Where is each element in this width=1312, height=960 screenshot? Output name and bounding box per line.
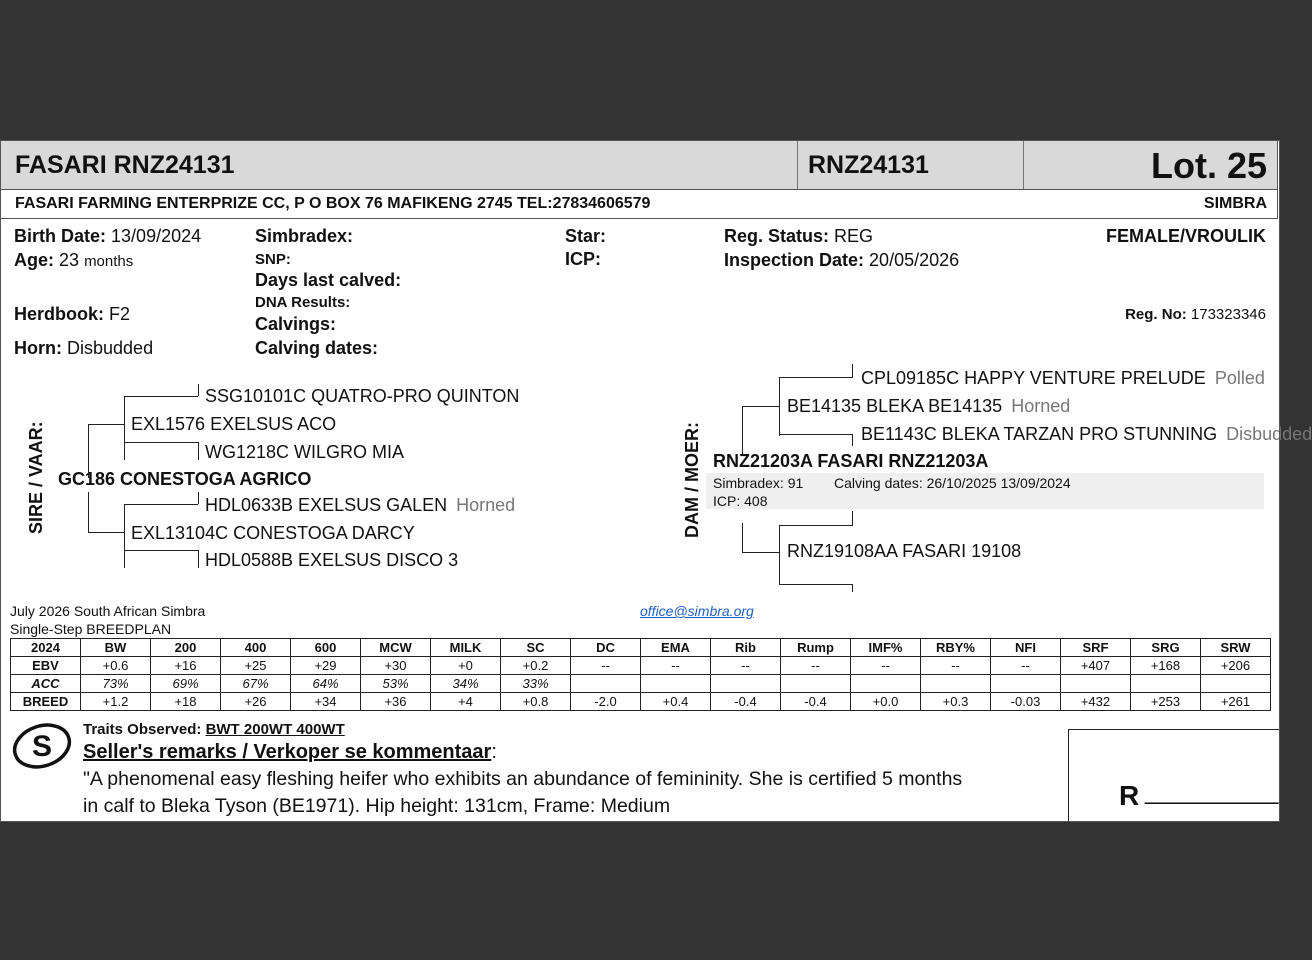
email-link[interactable]: office@simbra.org — [640, 603, 754, 619]
dam-dam: RNZ19108AA FASARI 19108 — [787, 541, 1022, 561]
ebv-column-header: DC — [571, 639, 641, 657]
dna-results-label: DNA Results: — [255, 294, 351, 311]
ebv-cell: +0.2 — [501, 657, 571, 675]
ebv-header-row — [11, 639, 1271, 657]
age-value: 23 — [59, 250, 80, 270]
age — [14, 250, 133, 271]
ebv-cell: -0.4 — [781, 693, 851, 711]
header-divider — [1023, 141, 1024, 189]
dam-sire-name: BE14135 BLEKA BE14135 — [787, 396, 1003, 416]
price-box — [1068, 729, 1280, 822]
tree-line — [124, 504, 125, 568]
ebv-cell: +0.6 — [81, 657, 151, 675]
tree-line — [88, 532, 124, 533]
simbra-logo-icon — [10, 720, 74, 772]
tree-line — [742, 523, 743, 553]
ebv-cell: -0.03 — [991, 693, 1061, 711]
tree-line — [779, 525, 853, 526]
breeder-row — [0, 190, 1278, 219]
tree-line — [124, 504, 198, 505]
ebv-row — [11, 693, 1271, 711]
ebv-cell: 33% — [501, 675, 571, 693]
breeder-address: FASARI FARMING ENTERPRIZE CC, P O BOX 76 MAFIKENG 2745 TEL:27834606579 — [15, 195, 651, 212]
dam-info-box — [706, 473, 1264, 509]
tree-line — [779, 377, 780, 436]
dam-sire-dam — [861, 424, 1312, 445]
remarks-line-1: "A phenomenal easy fleshing heifer who exhibits an abundance of femininity. She is certified 5 months — [83, 768, 963, 790]
ebv-column-header: Rib — [711, 639, 781, 657]
lot-card — [0, 140, 1312, 822]
ebv-cell: -- — [781, 657, 851, 675]
snp-label: SNP: — [255, 251, 291, 268]
ebv-cell — [571, 675, 641, 693]
ebv-cell — [1131, 675, 1201, 693]
ebv-cell: +206 — [1201, 657, 1271, 675]
ebv-cell — [641, 675, 711, 693]
tree-line — [124, 442, 198, 443]
logo-letter: S — [31, 730, 53, 763]
ebv-column-header: MILK — [431, 639, 501, 657]
dam-sire-dam-name: BE1143C BLEKA TARZAN PRO STUNNING — [861, 424, 1218, 444]
sex-label: FEMALE/VROULIK — [1106, 226, 1266, 246]
reg-status-value: REG — [834, 226, 874, 246]
horn-value: Disbudded — [67, 338, 154, 358]
ebv-cell: +168 — [1131, 657, 1201, 675]
ebv-cell — [851, 675, 921, 693]
ebv-cell: 69% — [151, 675, 221, 693]
ebv-cell: 67% — [221, 675, 291, 693]
ebv-row — [11, 657, 1271, 675]
simbradex-label: Simbradex: — [255, 226, 354, 246]
ebv-cell: +253 — [1131, 693, 1201, 711]
remarks-title: Seller's remarks / Verkoper se kommentaar — [83, 741, 492, 763]
ebv-cell: -- — [571, 657, 641, 675]
ebv-cell: +30 — [361, 657, 431, 675]
dam-side-label: DAM / MOER: — [682, 422, 702, 538]
ebv-cell: +0.8 — [501, 693, 571, 711]
remarks-colon: : — [491, 741, 497, 763]
tree-line — [779, 377, 853, 378]
sire-sire: EXL1576 EXELSUS ACO — [131, 414, 337, 434]
reg-no — [1125, 306, 1266, 323]
ebv-cell — [711, 675, 781, 693]
tree-line — [742, 406, 743, 454]
sire-dam-dam: HDL0588B EXELSUS DISCO 3 — [205, 550, 459, 570]
ebv-table — [10, 638, 1271, 711]
remarks-line-2: in calf to Bleka Tyson (BE1971). Hip height: 131cm, Frame: Medium — [83, 795, 671, 817]
ebv-cell: +1.2 — [81, 693, 151, 711]
horn — [14, 338, 153, 359]
ebv-column-header: SRF — [1061, 639, 1131, 657]
ebv-column-header: 400 — [221, 639, 291, 657]
ebv-column-header: RBY% — [921, 639, 991, 657]
birth-date — [14, 226, 201, 247]
sire-sire-dam: WG1218C WILGRO MIA — [205, 442, 405, 462]
reg-status — [724, 226, 873, 247]
ebv-cell — [991, 675, 1061, 693]
tree-line — [852, 511, 853, 525]
dam-simbradex: Simbradex: 91 — [713, 475, 804, 491]
ebv-cell: +0.0 — [851, 693, 921, 711]
lot-number: Lot. 25 — [1150, 145, 1267, 186]
lot-header — [0, 140, 1278, 190]
ebv-row — [11, 675, 1271, 693]
header-divider — [797, 141, 798, 189]
animal-name: FASARI RNZ24131 — [15, 151, 235, 179]
inspection-date — [724, 250, 959, 271]
tree-line — [198, 384, 199, 396]
dam-name: RNZ21203A FASARI RNZ21203A — [713, 451, 989, 471]
breedplan-line1: July 2026 South African Simbra — [10, 603, 206, 619]
ebv-column-header: SC — [501, 639, 571, 657]
inspection-date-value: 20/05/2026 — [869, 250, 960, 270]
herdbook-value: F2 — [109, 304, 131, 324]
tree-line — [852, 364, 853, 377]
ebv-row-label: EBV — [11, 657, 81, 675]
sire-name: GC186 CONESTOGA AGRICO — [58, 469, 312, 489]
ebv-cell: 73% — [81, 675, 151, 693]
inspection-date-label: Inspection Date: — [724, 250, 865, 270]
ebv-cell: +4 — [431, 693, 501, 711]
sire-sire-sire: SSG10101C QUATRO-PRO QUINTON — [205, 386, 520, 406]
calving-dates-label: Calving dates: — [255, 338, 379, 358]
tree-line — [198, 442, 199, 460]
ebv-cell: -2.0 — [571, 693, 641, 711]
tree-line — [742, 552, 780, 553]
ebv-cell: -- — [921, 657, 991, 675]
sire-dam-sire — [205, 495, 515, 516]
price-blank[interactable]: __________ — [1145, 778, 1279, 805]
tree-line — [124, 550, 198, 551]
ebv-column-header: BW — [81, 639, 151, 657]
ebv-column-header: SRW — [1201, 639, 1271, 657]
ebv-row-label: ACC — [11, 675, 81, 693]
ebv-cell: 53% — [361, 675, 431, 693]
ebv-column-header: Rump — [781, 639, 851, 657]
ebv-column-header: 200 — [151, 639, 221, 657]
age-label: Age: — [14, 250, 54, 270]
sire-dam-sire-name: HDL0633B EXELSUS GALEN — [205, 495, 448, 515]
ebv-cell — [1201, 675, 1271, 693]
dam-calving-dates: Calving dates: 26/10/2025 13/09/2024 — [834, 475, 1071, 491]
star-label: Star: — [565, 226, 607, 246]
ebv-column-header: MCW — [361, 639, 431, 657]
dam-sire-horn: Horned — [1011, 396, 1071, 416]
ebv-cell: +16 — [151, 657, 221, 675]
tree-line — [198, 550, 199, 568]
tree-line — [198, 492, 199, 504]
dam-sire-sire-name: CPL09185C HAPPY VENTURE PRELUDE — [861, 368, 1206, 388]
herdbook — [14, 304, 130, 325]
tree-line — [852, 584, 853, 592]
tree-line — [779, 434, 853, 435]
tree-line — [779, 584, 853, 585]
ebv-cell: +432 — [1061, 693, 1131, 711]
ebv-cell: +18 — [151, 693, 221, 711]
ebv-cell — [1061, 675, 1131, 693]
dam-sire — [787, 396, 1070, 417]
tree-line — [852, 434, 853, 446]
tree-line — [124, 396, 125, 460]
ebv-cell: 34% — [431, 675, 501, 693]
ebv-column-header: 2024 — [11, 639, 81, 657]
tree-line — [779, 525, 780, 585]
icp-label: ICP: — [565, 249, 601, 269]
dam-icp: ICP: 408 — [713, 493, 768, 509]
tree-line — [88, 492, 89, 533]
dam-sire-dam-horn: Disbudded — [1226, 424, 1312, 444]
ebv-cell: +25 — [221, 657, 291, 675]
ebv-cell: +0.4 — [641, 693, 711, 711]
reg-no-value: 173323346 — [1190, 306, 1266, 323]
ebv-cell — [781, 675, 851, 693]
herdbook-label: Herdbook: — [14, 304, 104, 324]
ebv-cell: +36 — [361, 693, 431, 711]
ebv-row-label: BREED — [11, 693, 81, 711]
ebv-cell: -- — [711, 657, 781, 675]
traits-observed — [83, 721, 345, 738]
reg-status-label: Reg. Status: — [724, 226, 830, 246]
dam-sire-sire — [861, 368, 1265, 389]
ebv-cell: +0 — [431, 657, 501, 675]
ebv-cell: -0.4 — [711, 693, 781, 711]
ebv-cell: +34 — [291, 693, 361, 711]
breed-name: SIMBRA — [1203, 195, 1267, 212]
ebv-cell: -- — [991, 657, 1061, 675]
ebv-cell: 64% — [291, 675, 361, 693]
ebv-column-header: SRG — [1131, 639, 1201, 657]
ebv-column-header: NFI — [991, 639, 1061, 657]
sire-dam: EXL13104C CONESTOGA DARCY — [131, 523, 415, 543]
ebv-column-header: 600 — [291, 639, 361, 657]
reg-no-label: Reg. No: — [1125, 306, 1187, 323]
birth-date-label: Birth Date: — [14, 226, 107, 246]
ebv-cell: +0.3 — [921, 693, 991, 711]
tree-line — [124, 396, 198, 397]
breedplan-line2: Single-Step BREEDPLAN — [10, 621, 172, 637]
sire-dam-sire-horn: Horned — [456, 495, 516, 515]
remarks-heading — [83, 741, 497, 764]
ebv-cell: +26 — [221, 693, 291, 711]
ebv-cell: +261 — [1201, 693, 1271, 711]
ebv-cell: -- — [641, 657, 711, 675]
price-currency: R — [1119, 780, 1140, 811]
ebv-column-header: IMF% — [851, 639, 921, 657]
days-last-calved-label: Days last calved: — [255, 270, 402, 290]
calvings-label: Calvings: — [255, 314, 337, 334]
birth-date-value: 13/09/2024 — [111, 226, 202, 246]
traits-label: Traits Observed: — [83, 721, 202, 738]
horn-label: Horn: — [14, 338, 62, 358]
age-unit: months — [84, 253, 134, 270]
tree-line — [742, 406, 780, 407]
ebv-cell: +407 — [1061, 657, 1131, 675]
ebv-cell: -- — [851, 657, 921, 675]
ebv-cell: +29 — [291, 657, 361, 675]
traits-value: BWT 200WT 400WT — [205, 721, 345, 738]
dam-sire-sire-horn: Polled — [1214, 368, 1265, 388]
sire-side-label: SIRE / VAAR: — [26, 421, 46, 534]
ebv-column-header: EMA — [641, 639, 711, 657]
animal-id: RNZ24131 — [808, 151, 929, 179]
ebv-cell — [921, 675, 991, 693]
tree-line — [88, 424, 124, 425]
